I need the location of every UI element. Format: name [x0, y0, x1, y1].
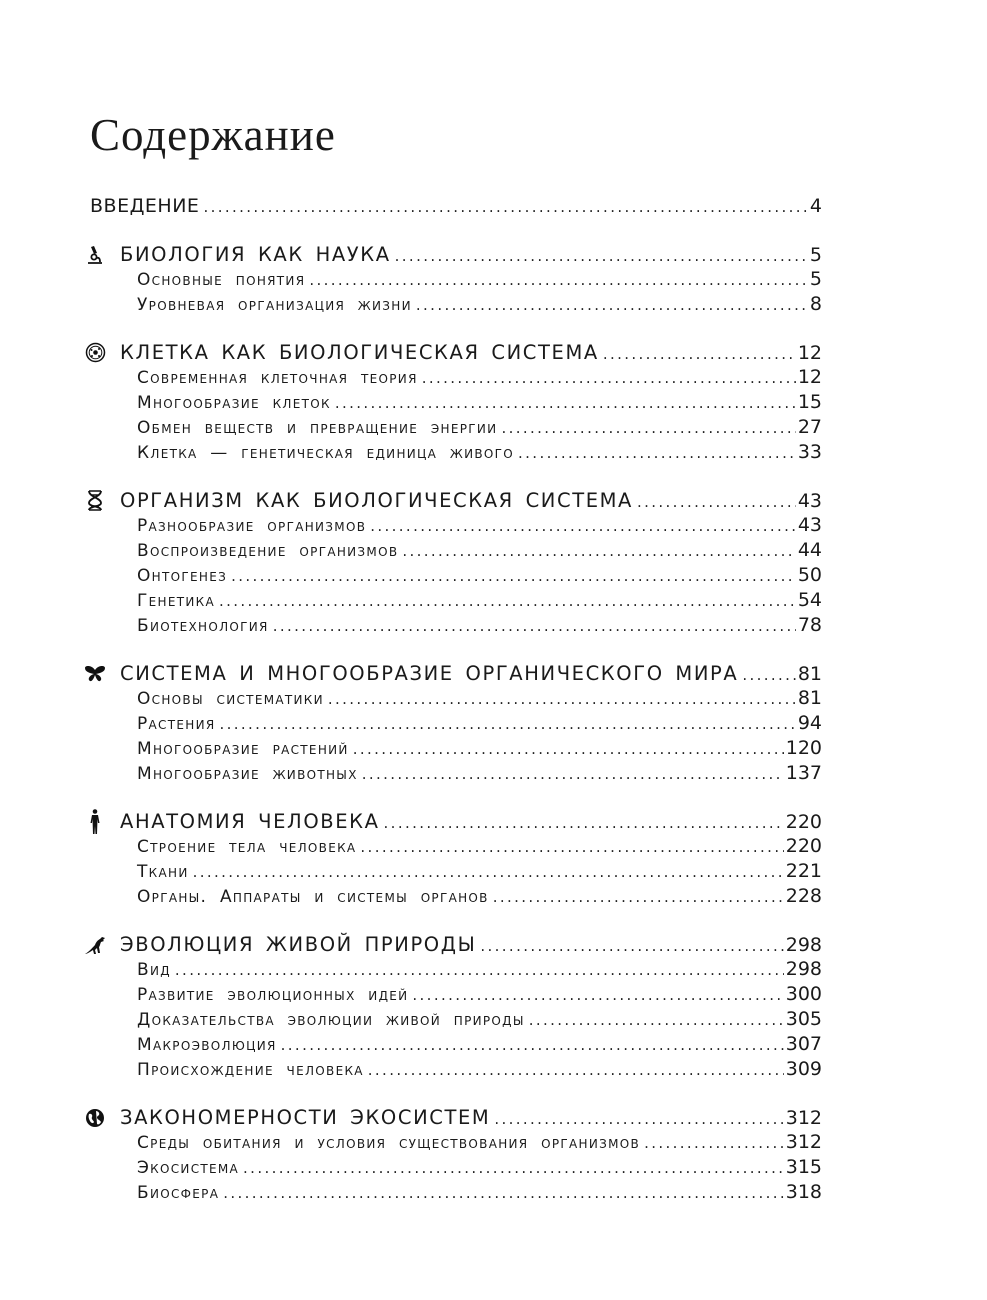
toc-section-label: ЗАКОНОМЕРНОСТИ ЭКОСИСТЕМ	[120, 1106, 491, 1129]
toc-entry-page: 5	[809, 268, 822, 290]
toc-section-heading[interactable]	[90, 340, 822, 365]
toc-section-heading[interactable]	[90, 242, 822, 267]
toc-entry-page: 33	[797, 441, 822, 463]
toc-entry-page: 8	[809, 293, 822, 315]
toc-section	[90, 488, 822, 638]
toc-entry[interactable]	[90, 1130, 822, 1155]
toc-entry-page: 309	[785, 1058, 822, 1080]
page-title: Содержание	[90, 110, 336, 160]
microscope-icon	[82, 242, 108, 267]
toc-section-label: ОРГАНИЗМ КАК БИОЛОГИЧЕСКАЯ СИСТЕМА	[120, 489, 633, 512]
dot-leader	[309, 268, 808, 293]
toc-entry[interactable]	[90, 365, 822, 390]
toc-section-page: 5	[809, 244, 822, 266]
toc-entry-label: Разнообразие организмов	[137, 516, 367, 536]
toc-entry[interactable]	[90, 390, 822, 415]
dot-leader	[223, 1181, 784, 1206]
toc-section-page: 43	[797, 490, 822, 512]
toc-section-heading[interactable]	[90, 1105, 822, 1130]
cell-icon	[82, 340, 108, 365]
toc-section-label: БИОЛОГИЯ КАК НАУКА	[120, 243, 391, 266]
toc-entry[interactable]	[90, 982, 822, 1007]
dot-leader	[384, 811, 784, 836]
toc-entry-label: Основные понятия	[137, 270, 306, 290]
toc-entry[interactable]	[90, 736, 822, 761]
toc-entry-label: Происхождение человека	[137, 1060, 364, 1080]
table-of-contents	[90, 194, 822, 1205]
dot-leader	[335, 391, 796, 416]
toc-section	[90, 809, 822, 909]
toc-entry-label: Воспроизведение организмов	[137, 541, 399, 561]
toc-entry-label: Растения	[137, 714, 216, 734]
dot-leader	[220, 712, 796, 737]
toc-entry-label: ВВЕДЕНИЕ	[90, 195, 200, 217]
toc-entry-label: Биосфера	[137, 1183, 220, 1203]
toc-entry[interactable]	[90, 834, 822, 859]
dot-leader	[644, 1131, 784, 1156]
dot-leader	[370, 514, 796, 539]
toc-entry-introduction[interactable]	[90, 194, 822, 219]
toc-section-heading[interactable]	[90, 932, 822, 957]
dot-leader	[742, 663, 795, 688]
toc-entry[interactable]	[90, 884, 822, 909]
dot-leader	[501, 416, 795, 441]
toc-entry-label: Современная клеточная теория	[137, 368, 418, 388]
toc-entry-page: 298	[785, 958, 822, 980]
toc-section-label: ЭВОЛЮЦИЯ ЖИВОЙ ПРИРОДЫ	[120, 933, 477, 956]
toc-section-label: КЛЕТКА КАК БИОЛОГИЧЕСКАЯ СИСТЕМА	[120, 341, 599, 364]
dot-leader	[328, 687, 796, 712]
toc-entry-page: 300	[785, 983, 822, 1005]
toc-entry-page: 27	[797, 416, 822, 438]
toc-entry-label: Ткани	[137, 862, 189, 882]
toc-section-label: СИСТЕМА И МНОГООБРАЗИЕ ОРГАНИЧЕСКОГО МИРА	[120, 662, 739, 685]
toc-entry-page: 78	[797, 614, 822, 636]
toc-entry-page: 15	[797, 391, 822, 413]
toc-entry-label: Генетика	[137, 591, 215, 611]
dot-leader	[353, 737, 784, 762]
toc-entry[interactable]	[90, 267, 822, 292]
dot-leader	[480, 934, 783, 959]
toc-entry-page: 44	[797, 539, 822, 561]
toc-section	[90, 340, 822, 465]
toc-entry[interactable]	[90, 1032, 822, 1057]
dot-leader	[422, 366, 796, 391]
toc-entry-page: 305	[785, 1008, 822, 1030]
toc-section	[90, 661, 822, 786]
toc-entry-label: Биотехнология	[137, 616, 269, 636]
toc-entry-label: Доказательства эволюции живой природы	[137, 1010, 525, 1030]
toc-entry-label: Многообразие животных	[137, 764, 358, 784]
toc-entry-page: 12	[797, 366, 822, 388]
globe-icon	[82, 1105, 108, 1130]
toc-entry-label: Строение тела человека	[137, 837, 357, 857]
dna-icon	[82, 488, 108, 513]
toc-entry-page: 120	[785, 737, 822, 759]
toc-entry-page: 137	[785, 762, 822, 784]
dot-leader	[412, 983, 783, 1008]
dot-leader	[518, 441, 796, 466]
toc-entry[interactable]	[90, 686, 822, 711]
toc-entry[interactable]	[90, 292, 822, 317]
toc-entry-page: 43	[797, 514, 822, 536]
dot-leader	[637, 490, 796, 515]
toc-entry[interactable]	[90, 1057, 822, 1082]
human-figure-icon	[82, 809, 108, 834]
toc-section-heading[interactable]	[90, 809, 822, 834]
dot-leader	[243, 1156, 784, 1181]
toc-entry[interactable]	[90, 1007, 822, 1032]
toc-entry[interactable]	[90, 513, 822, 538]
dot-leader	[493, 885, 784, 910]
toc-section-label: АНАТОМИЯ ЧЕЛОВЕКА	[120, 810, 380, 833]
toc-section-page: 298	[785, 934, 822, 956]
toc-entry-page: 54	[797, 589, 822, 611]
toc-entry-label: Вид	[137, 960, 171, 980]
dot-leader	[203, 195, 807, 220]
toc-entry-label: Экосистема	[137, 1158, 240, 1178]
dot-leader	[395, 244, 808, 269]
toc-entry-label: Онтогенез	[137, 566, 228, 586]
toc-entry-label: Обмен веществ и превращение энергии	[137, 418, 498, 438]
toc-entry-page: 220	[785, 835, 822, 857]
dot-leader	[175, 958, 784, 983]
dot-leader	[219, 589, 796, 614]
toc-section	[90, 1105, 822, 1205]
toc-entry-page: 221	[785, 860, 822, 882]
toc-section-page: 220	[785, 811, 822, 833]
dot-leader	[362, 762, 784, 787]
dot-leader	[416, 293, 808, 318]
toc-entry-page: 318	[785, 1181, 822, 1203]
toc-section-heading[interactable]	[90, 661, 822, 686]
toc-entry[interactable]	[90, 957, 822, 982]
toc-entry-page: 307	[785, 1033, 822, 1055]
dot-leader	[529, 1008, 784, 1033]
dot-leader	[603, 342, 796, 367]
toc-entry[interactable]	[90, 859, 822, 884]
toc-entry[interactable]	[90, 563, 822, 588]
toc-section-page: 81	[797, 663, 822, 685]
toc-entry-page: 315	[785, 1156, 822, 1178]
toc-entry-label: Развитие эволюционных идей	[137, 985, 409, 1005]
toc-entry[interactable]	[90, 588, 822, 613]
dot-leader	[281, 1033, 784, 1058]
toc-section-heading[interactable]	[90, 488, 822, 513]
toc-section	[90, 242, 822, 317]
dot-leader	[360, 835, 783, 860]
toc-entry[interactable]	[90, 415, 822, 440]
toc-entry-label: Основы систематики	[137, 689, 324, 709]
toc-entry-label: Многообразие клеток	[137, 393, 331, 413]
toc-entry[interactable]	[90, 440, 822, 465]
dot-leader	[494, 1107, 783, 1132]
dinosaur-icon	[82, 932, 108, 957]
toc-entry-label: Среды обитания и условия существования организмов	[137, 1133, 641, 1153]
toc-entry-label: Многообразие растений	[137, 739, 349, 759]
toc-section-page: 12	[797, 342, 822, 364]
toc-entry-label: Макроэволюция	[137, 1035, 277, 1055]
dot-leader	[402, 539, 795, 564]
toc-entry-label: Органы. Аппараты и системы органов	[137, 887, 489, 907]
butterfly-icon	[82, 661, 108, 686]
dot-leader	[273, 614, 796, 639]
dot-leader	[231, 564, 796, 589]
toc-entry[interactable]	[90, 613, 822, 638]
dot-leader	[368, 1058, 784, 1083]
toc-entry-label: Уровневая организация жизни	[137, 295, 412, 315]
toc-entry-page: 50	[797, 564, 822, 586]
toc-section-page: 312	[785, 1107, 822, 1129]
toc-entry[interactable]	[90, 1155, 822, 1180]
toc-section	[90, 932, 822, 1082]
toc-entry[interactable]	[90, 1180, 822, 1205]
dot-leader	[193, 860, 784, 885]
toc-entry-page: 4	[809, 195, 822, 217]
toc-entry-page: 81	[797, 687, 822, 709]
toc-entry-page: 312	[785, 1131, 822, 1153]
toc-entry-page: 94	[797, 712, 822, 734]
toc-entry-label: Клетка — генетическая единица живого	[137, 443, 515, 463]
toc-entry[interactable]	[90, 538, 822, 563]
toc-entry-page: 228	[785, 885, 822, 907]
toc-entry[interactable]	[90, 711, 822, 736]
toc-entry[interactable]	[90, 761, 822, 786]
